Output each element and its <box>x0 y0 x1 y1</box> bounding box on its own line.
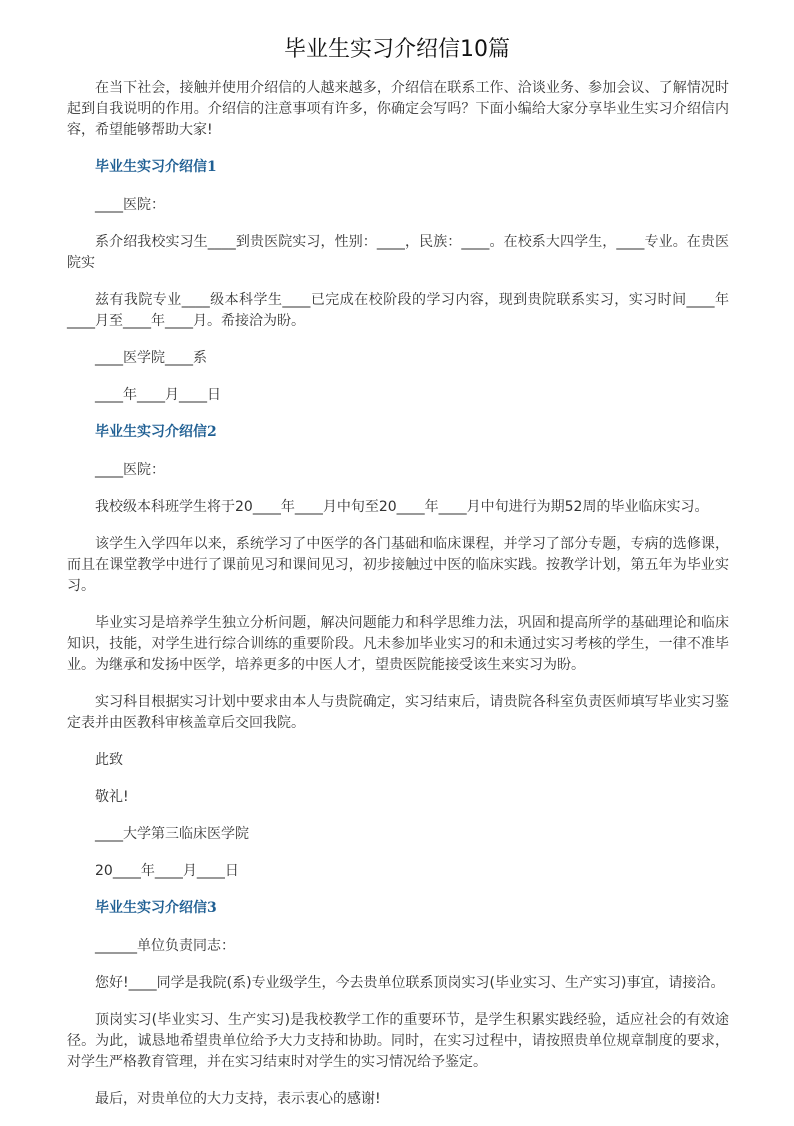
letter-2-paragraph: 我校级本科班学生将于20____年____月中旬至20____年____月中旬进行为期52周的毕业临床实习。 <box>95 499 709 515</box>
letter-2-signature: ____大学第三临床医学院 <box>95 826 249 842</box>
letter-1-signature: ____医学院____系 <box>95 350 207 366</box>
letter-1-date: ____年____月____日 <box>95 387 221 403</box>
letter-2-closing: 此致 <box>95 752 123 768</box>
letter-2-regards: 敬礼! <box>95 789 129 805</box>
intro-paragraph: 在当下社会，接触并使用介绍信的人越来越多，介绍信在联系工作、洽谈业务、参加会议、了解情况时起到自我说明的作用。介绍信的注意事项有许多，你确定会写吗？下面小编给大家分享毕业生实习介绍信内容，希望能够帮助大家! <box>67 80 729 138</box>
letter-1-paragraph: 系介绍我校实习生____到贵医院实习，性别：____，民族：____。在校系大四学生，____专业。在贵医院实 <box>67 234 729 271</box>
letter-1-paragraph: 兹有我院专业____级本科学生____已完成在校阶段的学习内容，现到贵院联系实习，实习时间____年____月至____年____月。希接洽为盼。 <box>67 292 729 329</box>
letter-2-date: 20____年____月____日 <box>95 863 239 879</box>
letter-3-paragraph: 最后，对贵单位的大力支持，表示衷心的感谢! <box>95 1091 381 1107</box>
letter-2-paragraph: 该学生入学四年以来，系统学习了中医学的各门基础和临床课程，并学习了部分专题，专病的选修课，而且在课堂教学中进行了课前见习和课间见习，初步接触过中医的临床实践。按教学计划，第五年为毕业实习。 <box>67 536 729 594</box>
letter-2-heading: 毕业生实习介绍信2 <box>95 424 217 440</box>
letter-3-paragraph: 顶岗实习(毕业实习、生产实习)是我校教学工作的重要环节，是学生积累实践经验，适应社会的有效途径。为此，诚恳地希望贵单位给予大力支持和协助。同时，在实习过程中，请按照贵单位规章制度的要求，对学生严格教育管理，并在实习结束时对学生的实习情况给予鉴定。 <box>67 1012 729 1070</box>
letter-3-paragraph: 您好!____同学是我院(系)专业级学生，今去贵单位联系顶岗实习(毕业实习、生产实习)事宜，请接洽。 <box>95 975 725 991</box>
letter-3-heading: 毕业生实习介绍信3 <box>95 900 217 916</box>
letter-2-salutation: ____医院： <box>95 462 165 478</box>
letter-3-salutation: ______单位负责同志： <box>95 938 235 954</box>
letter-1-heading: 毕业生实习介绍信1 <box>95 159 217 175</box>
letter-2-paragraph: 实习科目根据实习计划中要求由本人与贵院确定，实习结束后，请贵院各科室负责医师填写毕业实习鉴定表并由医教科审核盖章后交回我院。 <box>67 694 729 731</box>
document-body <box>67 78 729 1126</box>
letter-1-salutation: ____医院： <box>95 197 165 213</box>
document-title: 毕业生实习介绍信10篇 <box>284 37 510 62</box>
letter-2-paragraph: 毕业实习是培养学生独立分析问题，解决问题能力和科学思维力法，巩固和提高所学的基础理论和临床知识，技能，对学生进行综合训练的重要阶段。凡未参加毕业实习的和未通过实习考核的学生，一律不准毕业。为继承和发扬中医学，培养更多的中医人才，望贵医院能接受该生来实习为盼。 <box>67 615 729 673</box>
